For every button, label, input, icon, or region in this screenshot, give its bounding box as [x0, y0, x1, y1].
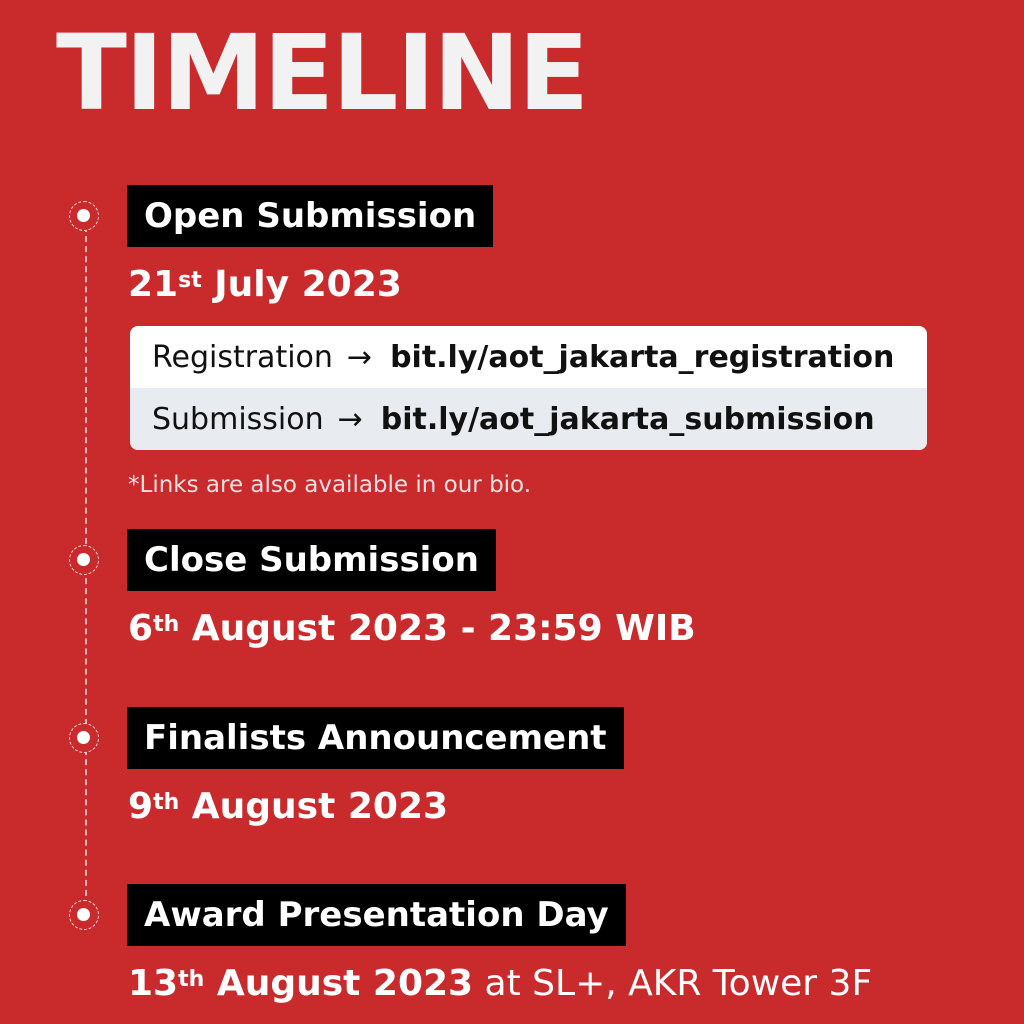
- registration-link-url[interactable]: bit.ly/aot_jakarta_registration: [390, 339, 895, 375]
- event-date-open-submission: 21st July 2023: [128, 264, 402, 305]
- event-label-close-submission: Close Submission: [127, 529, 496, 591]
- timeline-node-icon: [69, 201, 99, 231]
- timeline-node-icon: [69, 545, 99, 575]
- event-label-open-submission: Open Submission: [127, 185, 493, 247]
- event-date-award-presentation-day: 13th August 2023 at SL+, AKR Tower 3F: [128, 963, 873, 1004]
- registration-link-row[interactable]: [130, 326, 927, 388]
- event-label-award-presentation-day: Award Presentation Day: [127, 884, 626, 946]
- submission-link-key: Submission: [152, 401, 324, 437]
- links-note: *Links are also available in our bio.: [128, 472, 532, 498]
- page-title: TIMELINE: [56, 12, 588, 134]
- event-date-close-submission: 6th August 2023 - 23:59 WIB: [128, 608, 696, 649]
- timeline-node-icon: [69, 900, 99, 930]
- submission-link-row[interactable]: [130, 388, 927, 450]
- submission-link-url[interactable]: bit.ly/aot_jakarta_submission: [380, 401, 875, 437]
- arrow-right-icon: →: [346, 339, 373, 375]
- registration-link-key: Registration: [152, 339, 333, 375]
- event-date-finalists-announcement: 9th August 2023: [128, 786, 449, 827]
- event-label-finalists-announcement: Finalists Announcement: [127, 707, 624, 769]
- arrow-right-icon: →: [337, 401, 363, 437]
- timeline-node-icon: [69, 723, 99, 753]
- links-box: [130, 326, 927, 450]
